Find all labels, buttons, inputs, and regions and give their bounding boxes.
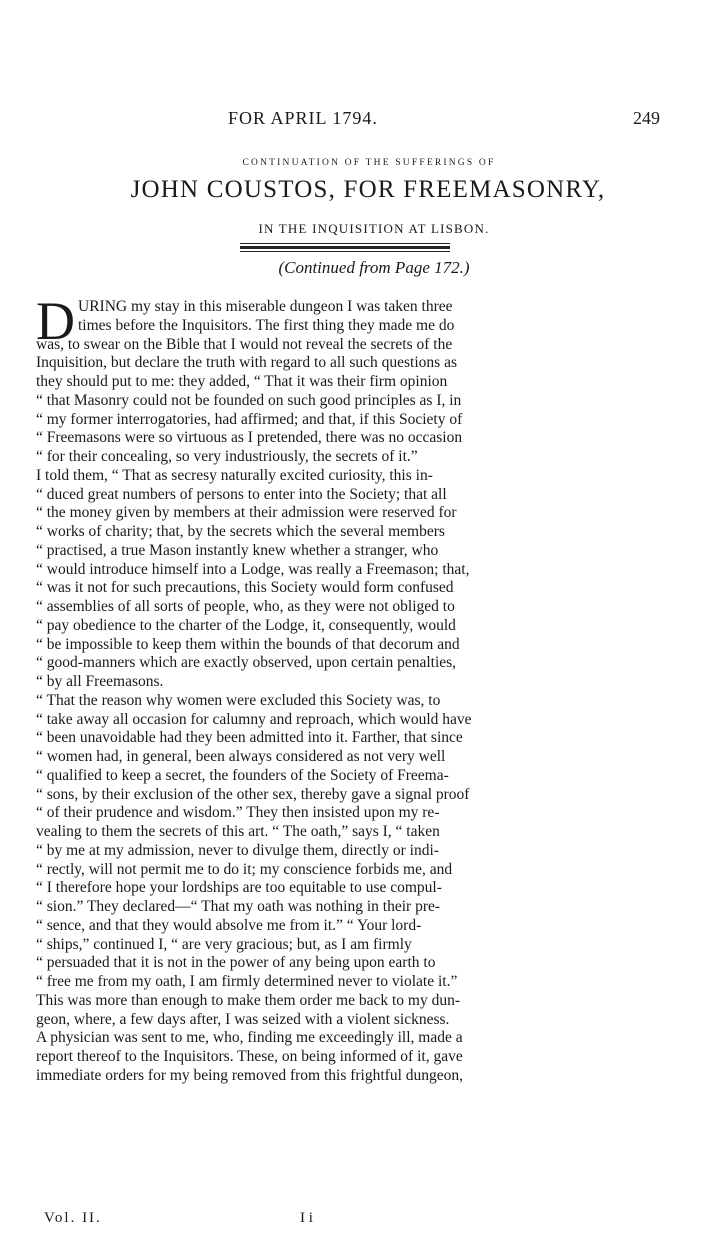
article-subtitle: IN THE INQUISITION AT LISBON. bbox=[258, 221, 490, 236]
text-line: “ assemblies of all sorts of people, who, as they were not obliged to bbox=[36, 598, 455, 615]
text-line: “ sence, and that they would absolve me from it.” “ Your lord- bbox=[36, 916, 422, 934]
text-line: “ by me at my admission, never to divulge them, directly or indi- bbox=[36, 841, 439, 859]
text-line: This was more than enough to make them order me back to my dun- bbox=[36, 991, 460, 1009]
text-line: “ my former interrogatories, had affirmed; and that, if this Society of bbox=[36, 410, 463, 428]
text-line: “ been unavoidable had they been admitted into it. Farther, that since bbox=[36, 729, 463, 747]
text-line: “ That the reason why women were excluded this Society was, to bbox=[36, 691, 441, 709]
text-line: “ works of charity; that, by the secrets which the several members bbox=[36, 523, 445, 540]
title-rule-thin-bottom bbox=[240, 251, 450, 252]
page-number: 249 bbox=[633, 108, 660, 128]
text-line: “ would introduce himself into a Lodge, was really a Freemason; that, bbox=[36, 560, 470, 578]
continued-note: (Continued from Page 172.) bbox=[278, 258, 470, 277]
text-line: “ the money given by members at their admission were reserved for bbox=[36, 504, 457, 522]
text-line: “ good-manners which are exactly observed, upon certain penalties, bbox=[36, 654, 457, 672]
title-rule-thin-top bbox=[240, 243, 450, 244]
text-line: Inquisition, but declare the truth with regard to all such questions as bbox=[36, 354, 457, 372]
drop-cap: D bbox=[36, 291, 75, 351]
text-line: “ sion.” They declared—“ That my oath was nothing in their pre- bbox=[36, 898, 441, 915]
title-rule-thick bbox=[240, 246, 450, 249]
text-line: times before the Inquisitors. The first thing they made me do bbox=[78, 316, 455, 334]
text-line: “ free me from my oath, I am firmly determined never to violate it.” bbox=[36, 973, 458, 990]
text-line: “ that Masonry could not be founded on such good principles as I, in bbox=[36, 391, 462, 409]
text-line: “ Freemasons were so virtuous as I pretended, there was no occasion bbox=[36, 429, 463, 447]
text-line: “ I therefore hope your lordships are too equitable to use compul- bbox=[36, 879, 442, 897]
article-kicker: CONTINUATION OF THE SUFFERINGS OF bbox=[242, 158, 496, 168]
page-footer bbox=[44, 1210, 644, 1232]
text-line: “ qualified to keep a secret, the founders of the Society of Freema- bbox=[36, 766, 449, 784]
text-line: “ sons, by their exclusion of the other sex, thereby gave a signal proof bbox=[36, 785, 470, 803]
text-line: vealing to them the secrets of this art. “ The oath,” says I, “ taken bbox=[36, 823, 440, 840]
text-line: “ practised, a true Mason instantly knew whether a stranger, who bbox=[36, 541, 439, 559]
text-line: they should put to me: they added, “ That it was their firm opinion bbox=[36, 373, 448, 390]
text-line: A physician was sent to me, who, finding me exceedingly ill, made a bbox=[36, 1029, 463, 1047]
volume-signature: Vol. II. bbox=[44, 1210, 102, 1226]
text-line: report thereof to the Inquisitors. These, on being informed of it, gave bbox=[36, 1048, 463, 1065]
text-line: “ rectly, will not permit me to do it; my conscience forbids me, and bbox=[36, 860, 453, 878]
text-line: “ be impossible to keep them within the bounds of that decorum and bbox=[36, 635, 460, 653]
text-line: I told them, “ That as secresy naturally excited curiosity, this in- bbox=[36, 466, 433, 484]
text-line: “ take away all occasion for calumny and reproach, which would have bbox=[36, 710, 472, 728]
text-line: “ by all Freemasons. bbox=[36, 673, 164, 690]
text-line: URING my stay in this miserable dungeon I was taken three bbox=[78, 298, 453, 315]
body-text bbox=[36, 291, 678, 1086]
running-head bbox=[0, 108, 708, 132]
text-line: “ women had, in general, been always considered as not very well bbox=[36, 748, 446, 765]
article-title: JOHN COUSTOS, FOR FREEMASONRY, bbox=[130, 176, 606, 203]
text-line: geon, where, a few days after, I was seized with a violent sickness. bbox=[36, 1010, 450, 1028]
text-line: “ persuaded that it is not in the power of any being upon earth to bbox=[36, 954, 436, 972]
text-line: “ pay obedience to the charter of the Lodge, it, consequently, would bbox=[36, 616, 456, 634]
text-line: “ for their concealing, so very industriously, the secrets of it.” bbox=[36, 448, 418, 465]
body-lines bbox=[36, 336, 678, 1086]
text-line: was, to swear on the Bible that I would not reveal the secrets of the bbox=[36, 335, 453, 353]
drop-cap-lines bbox=[36, 298, 678, 336]
text-line: “ of their prudence and wisdom.” They then insisted upon my re- bbox=[36, 804, 440, 822]
gathering-mark: I i bbox=[300, 1210, 313, 1226]
text-line: “ was it not for such precautions, this Society would form confused bbox=[36, 579, 454, 597]
text-line: “ duced great numbers of persons to enter into the Society; that all bbox=[36, 485, 447, 503]
text-line: “ ships,” continued I, “ are very gracious; but, as I am firmly bbox=[36, 935, 412, 953]
running-title: FOR APRIL 1794. bbox=[228, 108, 378, 128]
text-line: immediate orders for my being removed from this frightful dungeon, bbox=[36, 1066, 464, 1084]
